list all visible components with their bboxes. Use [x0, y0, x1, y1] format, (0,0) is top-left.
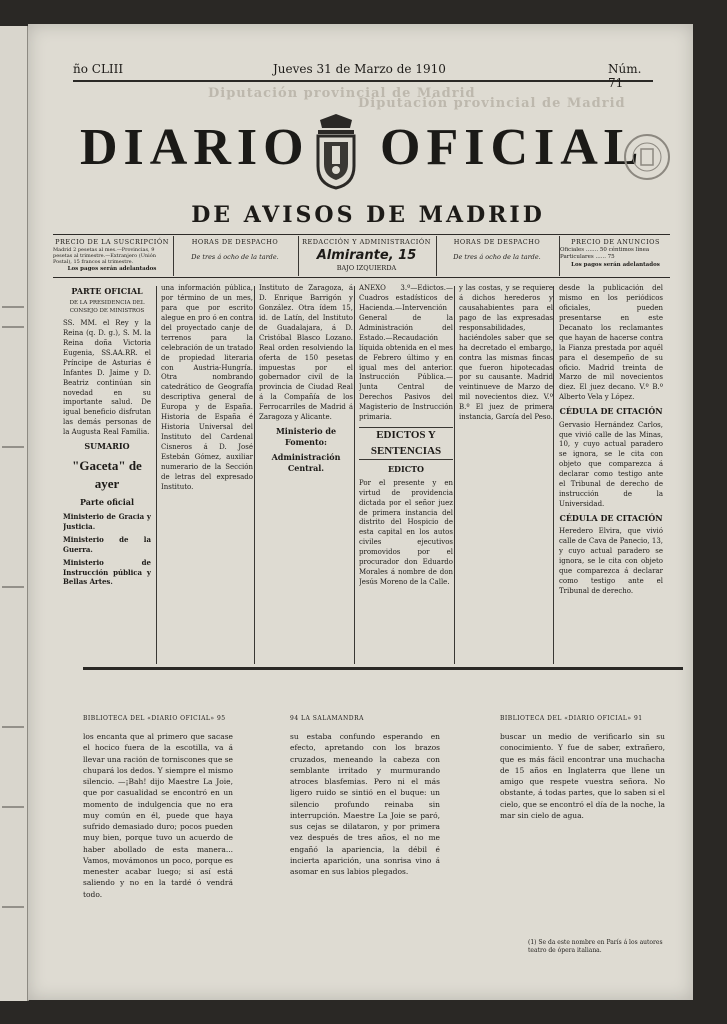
serial-text-94: su estaba confundo esperando en efecto, apretando con los brazos cruzados, meneando la cabeza con semblante irritado y murmurando atroces blasfemias. Pero ni el más ligero ruido se sintió en el buque: un silencio profundo reinaba sin interrupción. Maestre La Joie se paró, sus cejas se dilataron, y por primera vez después de tres años, el no me engañó la apariencia, la débil é incierta aparición, una sonrisa vino á asomar en sus labios plegados. — [290, 732, 440, 876]
edict-heading: EDICTO — [387, 464, 425, 475]
subscription-box — [53, 236, 171, 276]
serial-page-94 — [290, 714, 440, 877]
newspaper-page — [28, 24, 693, 1000]
dispatch2-box — [436, 236, 557, 276]
dispatch2-head: HORAS DE DESPACHO — [453, 238, 541, 246]
column-5 — [459, 284, 553, 664]
serial-page-95 — [83, 714, 233, 900]
royal-health-notice: SS. MM. el Rey y la Reina (q. D. g.), S. M. la Reina doña Victoria Eugenia, SS.AA.RR. el Príncipe de Asturias é Infantes D. Jaime y D. Beatriz continúan sin novedad en su importante salud. De igual beneficio disfrutan las demás personas de la Augusta Real Familia. — [63, 318, 151, 437]
dispatch-hours: De tres á ocho de la tarde. — [191, 252, 279, 261]
column-4 — [359, 284, 453, 664]
edicts-heading: EDICTOS Y SENTENCIAS — [359, 427, 453, 460]
citation-heading-2: CÉDULA DE CITACIÓN — [559, 513, 663, 524]
feuilleton-divider — [83, 667, 683, 670]
edict-text: Por el presente y en virtud de providencia dictada por el señor juez de primera instancia del distrito del Hospicio de esta capital en los autos civiles ejecutivos promovidos por el procurador don Eduardo Morales á nombre de don Jesús Moreno de la Calle. — [359, 478, 453, 587]
admin-central-heading: Administración Central. — [271, 451, 341, 474]
faint-bleed-left: Diputación provincial de Madrid — [208, 86, 476, 101]
ads-note: Los pagos serán adelantados — [571, 261, 660, 268]
citation-text-1: Gervasio Hernández Carlos, que vivió calle de las Minas, 10, y cuyo actual paradero se ignora, se le cita con objeto que comparezca á declarar como testigo ante el Tribunal de derecho de instrucción de la Universidad. — [559, 420, 663, 509]
column-6-text: desde la publicación del mismo en los periódicos oficiales, pueden presentarse en este Decanato los reclamantes que hayan de hacerse contra la Fianza prestada por aquél para el desempeño de su oficio. Madrid treinta de Marzo de mil novecientos diez. El juez decano. V.º B.º Alberto Vela y López. — [559, 284, 663, 402]
serial-text-95: los encanta que al primero que sacase el hocico fuera de la escotilla, va á llevar una ración de torniscones que se chupará los dedos. Y siempre el mismo silencio. —¡Bah! dijo Maestre La Joie, que por casualidad se encontró en un momento de indulgencia que no era muy común en él, puede que haya sufrido demasiado duro; pocos pueden muy bien, porque tuvo un acuerdo de haber abollado de esta manera... Vamos, movámonos un poco, porque es menester acabar luego; si así está saliendo y no en la tardé ó vendrá todo. — [83, 732, 233, 899]
issue-number: Núm. 71 — [608, 62, 642, 90]
official-subheading: Parte oficial — [79, 497, 135, 508]
ads-private: Particulares ...... 75 — [560, 254, 615, 261]
column-3-text: Instituto de Zaragoza, á D. Enrique Barrigón y González. Otra ídem 15, id. de Latín, del Instituto de Guadalajara, á D. Cristóbal Blasco Lozano. Real orden resolviendo la oferta de 150 pesetas impuestas por el gobernador civil de la provincia de Ciudad Real á la Compañía de los Ferrocarriles de Madrid á Zaragoza y Alicante. — [259, 284, 353, 422]
serial-page-91 — [500, 714, 665, 821]
dispatch2-hours: De tres á ocho de la tarde. — [453, 252, 541, 261]
subscription-head: PRECIO DE LA SUSCRIPCIÓN — [55, 238, 169, 246]
dispatch-head: HORAS DE DESPACHO — [191, 238, 279, 246]
title-left: DIARIO — [80, 119, 310, 176]
subscription-note: Los pagos serán adelantados — [67, 265, 157, 272]
column-1 — [63, 284, 151, 664]
library-stamp-icon — [622, 132, 672, 182]
ads-box — [559, 236, 671, 276]
issue-year: ño CLIII — [73, 62, 124, 76]
office-box — [298, 236, 434, 276]
office-floor: BAJO IZQUIERDA — [336, 264, 397, 273]
office-street: Almirante, 15 — [316, 247, 417, 263]
serial-header-91: BIBLIOTECA DEL «DIARIO OFICIAL» 91 — [500, 715, 643, 722]
column-5-text: y las costas, y se requiere á dichos herederos y causahabientes para el pago de las expresadas responsabilidades, haciéndoles saber que se ha decretado el embargo, contra las mismas fincas que fueron hipotecadas por su causante. Madrid veintinueve de Marzo de mil novecientos diez. V.º B.º El juez de primera instancia, García del Peso. — [459, 284, 553, 422]
column-6 — [559, 284, 663, 664]
ministry-war: Ministerio de la Guerra. — [63, 534, 151, 554]
masthead-subtitle: DE AVISOS DE MADRID — [191, 202, 545, 228]
ministry-justice: Ministerio de Gracia y Justicia. — [63, 511, 151, 531]
citation-heading-1: CÉDULA DE CITACIÓN — [559, 406, 663, 417]
article-columns — [63, 284, 668, 664]
ministry-education: Ministerio de Instrucción pública y Bellas Artes. — [63, 557, 151, 587]
info-banner — [53, 212, 670, 278]
fomento-heading: Ministerio de Fomento: — [275, 426, 337, 448]
issue-date: Jueves 31 de Marzo de 1910 — [273, 62, 446, 76]
dispatch-box — [173, 236, 296, 276]
ads-official: Oficiales ....... 50 céntimos línea — [560, 246, 650, 253]
official-part-heading: PARTE OFICIAL — [71, 286, 143, 296]
gaceta-heading: "Gaceta" de ayer — [72, 457, 142, 492]
citation-text-2: Heredero Elvira, que vivió calle de Cava de Panecio, 13, y cuyo actual paradero se ignora, se le cita con objeto que comparezca á declarar como testigo ante el Tribunal de derecho. — [559, 527, 663, 596]
official-part-sub: DE LA PRESIDENCIA DEL CONSEJO DE MINISTROS — [69, 300, 145, 315]
summary-heading: SUMARIO — [84, 441, 130, 452]
column-4-text: ANEXO 3.º—Edictos.—Cuadros estadísticos de Hacienda.—Intervención General de la Administración del Estado.—Recaudación líquida obtenida en el mes de Febrero último y en igual mes del anterior. Instrucción Pública.—Junta Central de Derechos Pasivos del Magisterio de Instrucción primaria. — [359, 284, 453, 422]
coat-of-arms-icon — [310, 114, 362, 190]
serial-header-94: 94 LA SALAMANDRA — [290, 715, 364, 722]
column-3 — [259, 284, 353, 664]
column-2-text: una información pública, por término de un mes, para que por escrito alegue en pro ó en contra del proyectado canje de terrenos para la celebración de un tratado de propiedad literaria con Austria-Hungría. Otra nombrando catedrático de Geografía descriptiva general de Europa y de España. Historia de España é Historia Universal del Instituto del Cardenal Cisneros á D. José Estebán Gómez, auxiliar numerario de la Sección de letras del expresado Instituto. — [161, 284, 253, 491]
faint-bleed-right: Diputación provincial de Madrid — [358, 96, 626, 111]
office-head: REDACCIÓN Y ADMINISTRACIÓN — [302, 238, 431, 246]
serial-header-95: BIBLIOTECA DEL «DIARIO OFICIAL» 95 — [83, 715, 226, 722]
subscription-text: Madrid 2 pesetas al mes.—Provincias, 9 pesetas al trimestre.—Extranjero (Unión Postal), 15 francos al trimestre. — [53, 246, 156, 266]
title-right: OFICIAL — [380, 119, 645, 176]
adjacent-page-edge — [0, 26, 29, 1001]
column-2 — [161, 284, 253, 664]
serial-footnote: (1) Se da este nombre en París á los autores teatro de ópera italiana. — [528, 939, 663, 955]
serial-text-91: buscar un medio de verificarlo sin su conocimiento. Y fue de saber, extrañero, que es más fácil encontrar una muchacha de 15 años en Inglaterra que llene un amigo que respete vuestra señora. No obstante, á todas partes, que lo saben si el cielo, que se encontró el día de la noche, la mar sin cielo de agua. — [500, 732, 665, 820]
ads-head: PRECIO DE ANUNCIOS — [571, 238, 660, 246]
issue-header — [73, 62, 653, 90]
